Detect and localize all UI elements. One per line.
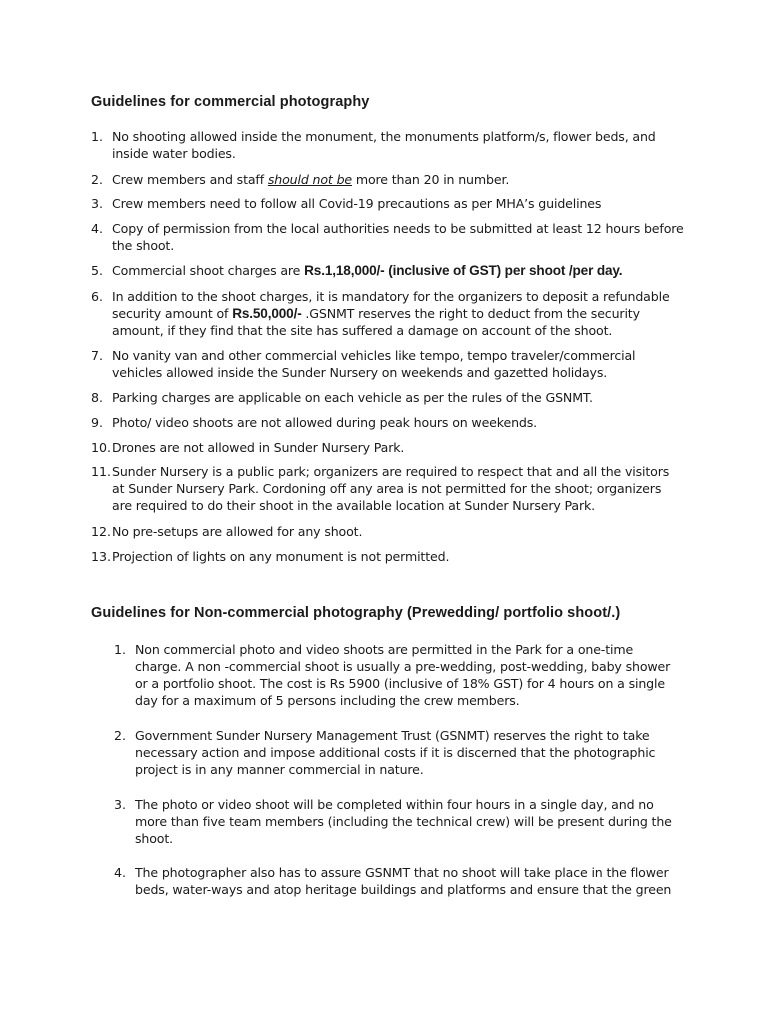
list-item-text: Commercial shoot charges are Rs.1,18,000/- (inclusive of GST) per shoot /per day. [112,263,623,278]
list-item-text: No pre-setups are allowed for any shoot. [112,524,363,539]
list-item-text: In addition to the shoot charges, it is mandatory for the organizers to deposit a refundable security amount of Rs.50,000/- .GSNMT reserves the right to deduct from the security amount, if they find that the site has suffered a damage on account of the shoot. [112,289,670,338]
list-item-number: 4. [114,865,127,880]
list-item-number: 4. [91,221,104,236]
list-item-number: 1. [91,129,104,144]
list-item-text: No shooting allowed inside the monument, the monuments platform/s, flower beds, and inside water bodies. [112,129,656,161]
deposit-bold-text: Rs.50,000/- [232,306,302,321]
charges-bold-text: Rs.1,18,000/- (inclusive of GST) per shoot /per day. [304,263,623,278]
list-item-text: The photo or video shoot will be completed within four hours in a single day, and no more than five team members (including the technical crew) will be present during the shoot. [135,797,672,846]
list-item-number: 9. [91,415,104,430]
list-item-number: 8. [91,390,104,405]
section2-heading: Guidelines for Non-commercial photography (Prewedding/ portfolio shoot/.) [91,605,621,621]
list-item-text: Projection of lights on any monument is not permitted. [112,549,450,564]
list-item-text: Copy of permission from the local authorities needs to be submitted at least 12 hours before the shoot. [112,221,684,253]
list-item-number: 1. [114,642,127,657]
list-item-number: 5. [91,263,104,278]
list-item-text: Photo/ video shoots are not allowed during peak hours on weekends. [112,415,538,430]
section1-heading: Guidelines for commercial photography [91,94,370,110]
list-item-number: 2. [114,728,127,743]
list-item-text: Non commercial photo and video shoots are permitted in the Park for a one-time charge. A non -commercial shoot is usually a pre-wedding, post-wedding, baby shower or a portfolio shoot. The cost is Rs 5900 (inclusive of 18% GST) for 4 hours on a single day for a maximum of 5 persons including the crew members. [135,642,671,708]
list-item-text: Crew members and staff should not be more than 20 in number. [112,172,510,187]
list-item-number: 10. [91,440,112,455]
list-item-number: 7. [91,348,104,363]
list-item-number: 2. [91,172,104,187]
list-item-text: Sunder Nursery is a public park; organizers are required to respect that and all the visitors at Sunder Nursery Park. Cordoning off any area is not permitted for the shoot; organizers are required to do their shoot in the available location at Sunder Nursery Park. [112,464,670,513]
list-item-number: 12. [91,524,112,539]
list-item-text: The photographer also has to assure GSNMT that no shoot will take place in the flower beds, water-ways and atop heritage buildings and platforms and ensure that the green [135,865,672,897]
list-item-text: Crew members need to follow all Covid-19 precautions as per MHA’s guidelines [112,196,602,211]
list-item-text: No vanity van and other commercial vehicles like tempo, tempo traveler/commercial vehicles allowed inside the Sunder Nursery on weekends and gazetted holidays. [112,348,636,380]
emphasized-text: should not be [267,172,353,187]
list-item-text: Drones are not allowed in Sunder Nursery Park. [112,440,405,455]
list-item-number: 13. [91,549,112,564]
list-item-text: Parking charges are applicable on each vehicle as per the rules of the GSNMT. [112,390,593,405]
list-item-text: Government Sunder Nursery Management Trust (GSNMT) reserves the right to take necessary action and impose additional costs if it is discerned that the photographic project is in any manner commercial in nature. [135,728,656,777]
list-item-number: 11. [91,464,112,479]
list-item-number: 3. [114,797,127,812]
list-item-number: 3. [91,196,104,211]
list-item-number: 6. [91,289,104,304]
